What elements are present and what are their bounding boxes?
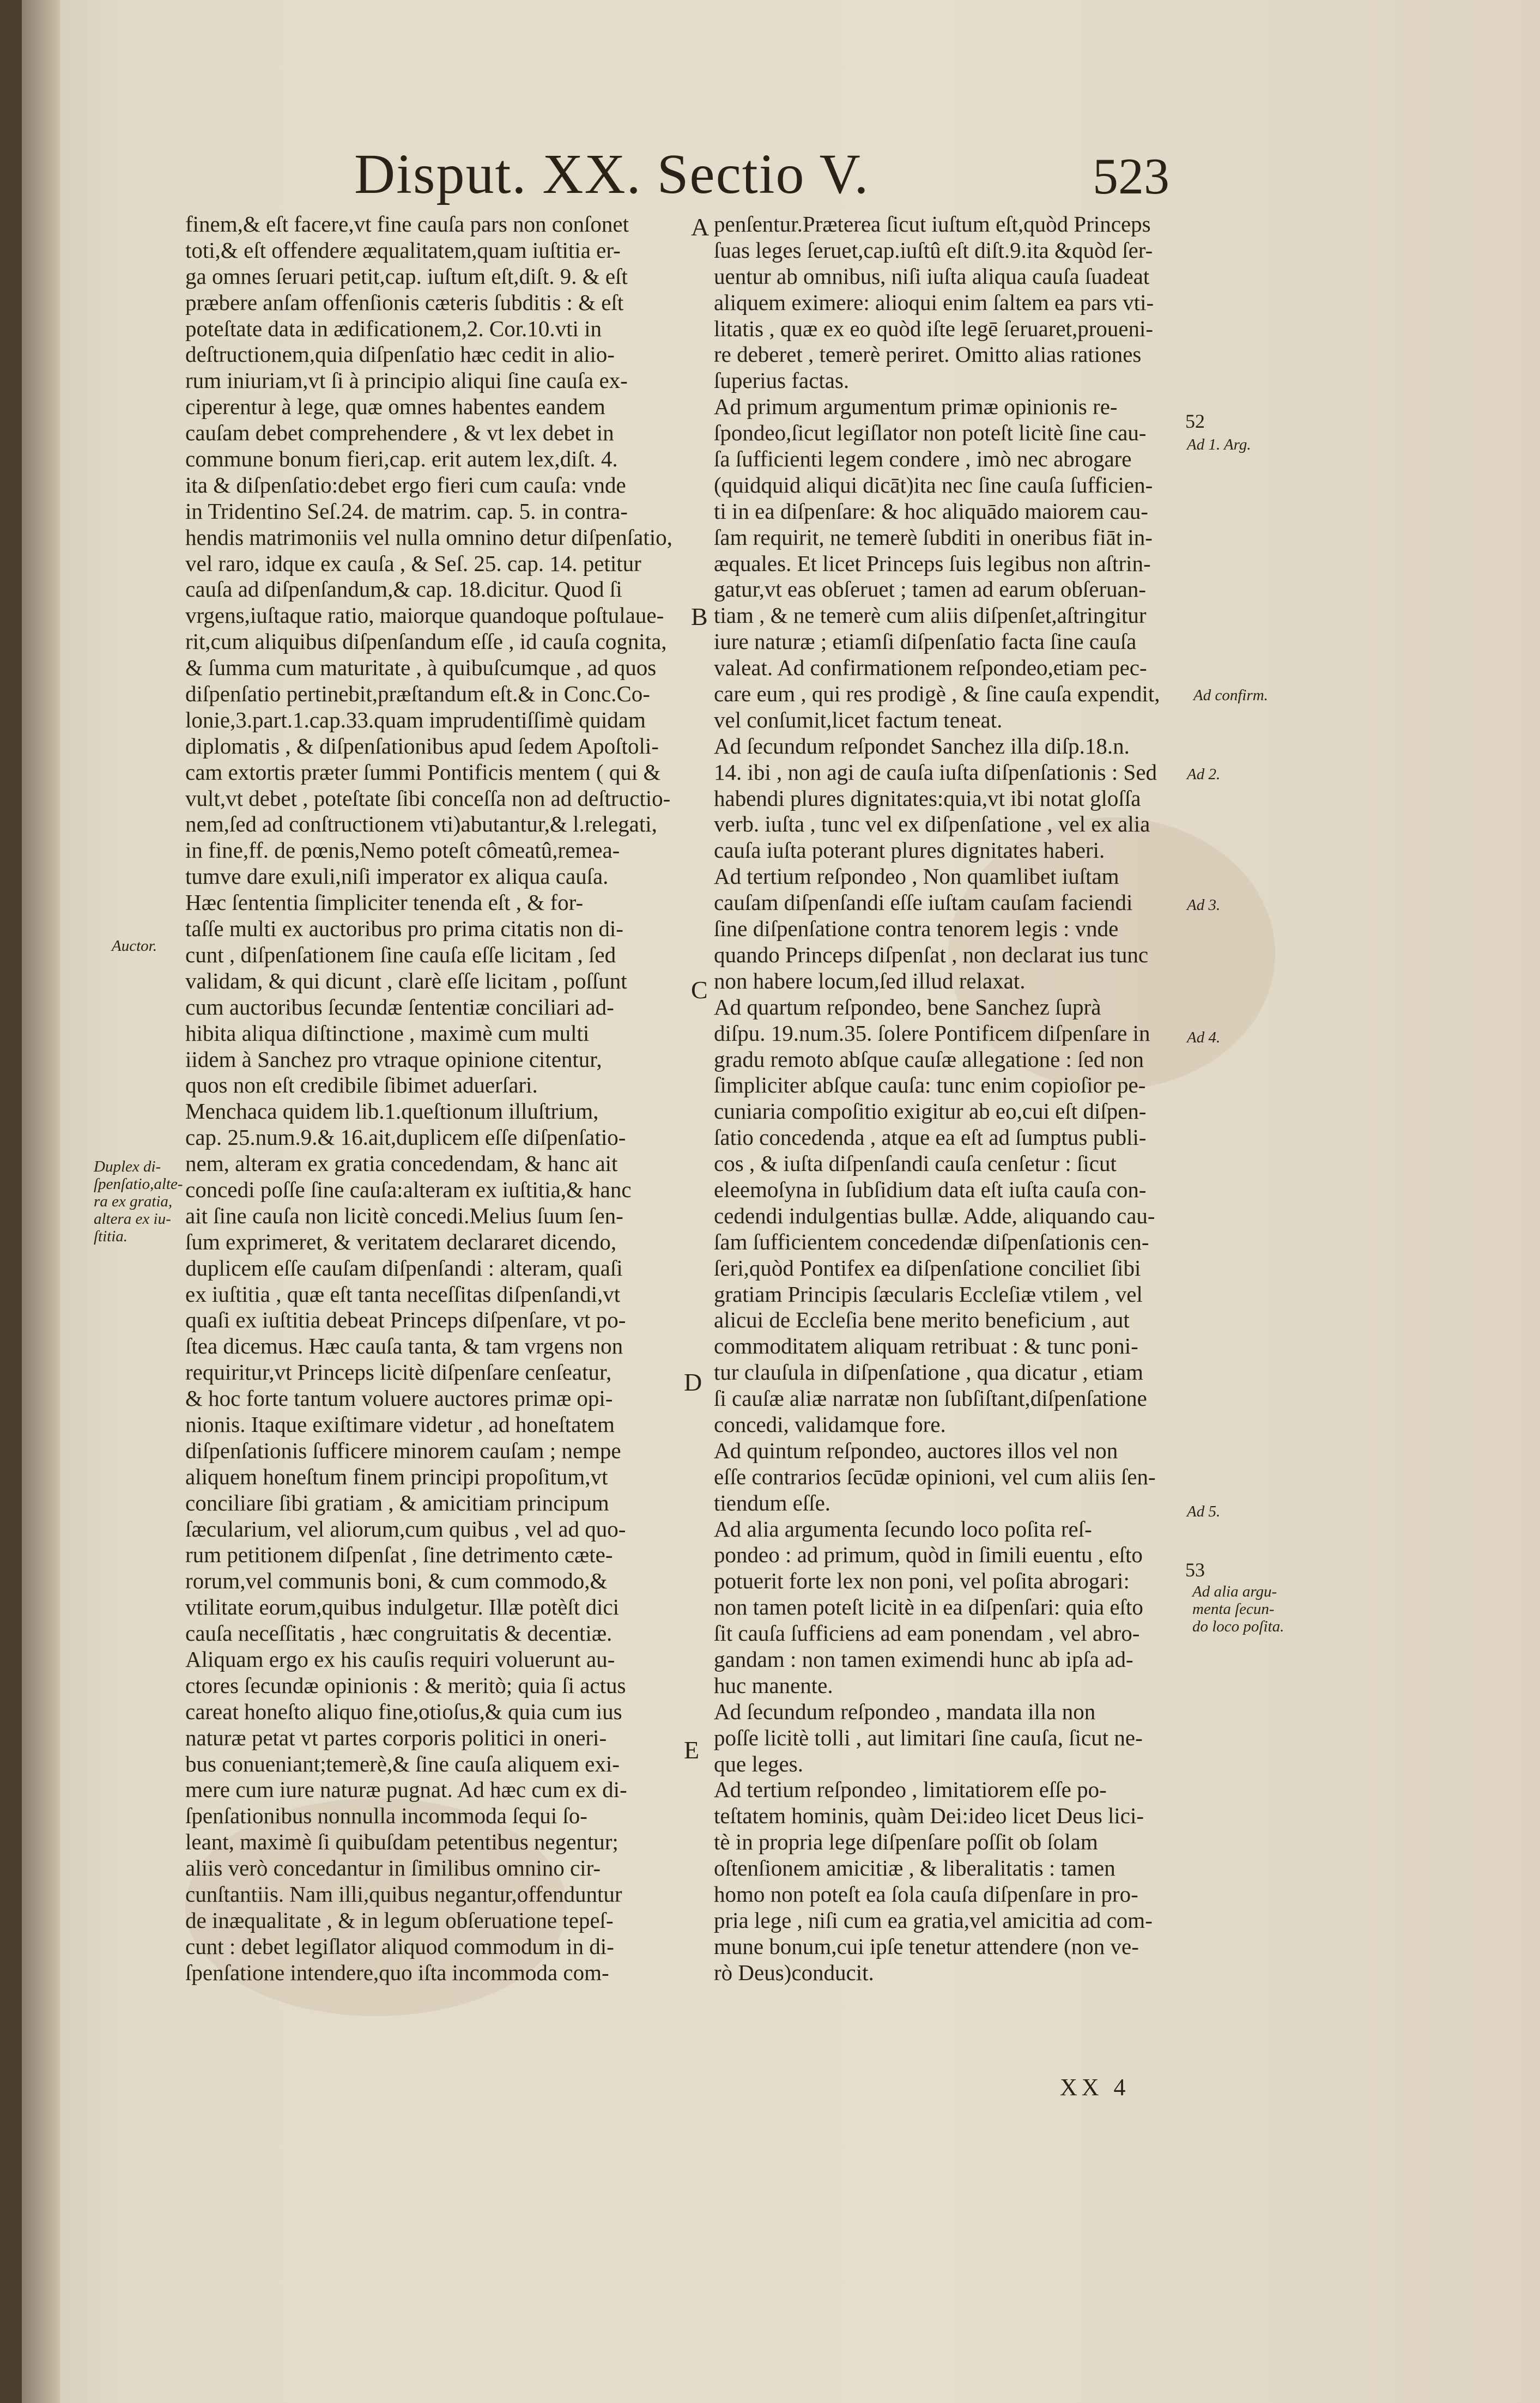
text-line: ait ſine cauſa non licitè concedi.Melius ſuum ſen- (185, 1203, 623, 1228)
text-line: & hoc forte tantum voluere auctores primæ opi- (185, 1386, 613, 1411)
text-line: requiritur,vt Princeps licitè diſpenſare cenſeatur, (185, 1360, 612, 1385)
running-header (22, 136, 1540, 213)
text-line: validam, & qui dicunt , clarè eſſe licitam , poſſunt (185, 968, 627, 993)
margin-note-ad-5: Ad 5. (1187, 1503, 1221, 1520)
text-line: lonie,3.part.1.cap.33.quam imprudentiſſimè quidam (185, 707, 646, 732)
text-line: vel raro, idque ex cauſa , & Seſ. 25. cap. 14. petitur (185, 550, 641, 576)
text-line: careat honeſto aliquo fine,otioſus,& quia cum ius (185, 1698, 622, 1724)
text-line: tiam , & ne temerè cum aliis diſpenſet,aſtringitur (714, 603, 1147, 628)
text-line: penſentur.Præterea ſicut iuſtum eſt,quòd Princeps (714, 211, 1151, 236)
text-line: conciliare ſibi gratiam , & amicitiam principum (185, 1490, 609, 1515)
text-line: ſa ſufficienti legem condere , imò nec abrogare (714, 446, 1132, 472)
text-line: tumve dare exuli,niſi imperator ex aliqua cauſa. (185, 864, 609, 889)
text-line: & ſumma cum maturitate , à quibuſcumque , ad quos (185, 655, 657, 681)
page-number: 523 (1093, 148, 1169, 205)
text-line: valeat. Ad confirmationem reſpondeo,etiam pec- (714, 655, 1147, 681)
text-line: cunt , diſpenſationem ſine cauſa eſſe licitam , ſed (185, 942, 616, 967)
text-line: Ad tertium reſpondeo , Non quamlibet iuſtam (714, 864, 1119, 889)
text-line: præbere anſam offenſionis cæteris ſubditis : & eſt (185, 289, 624, 315)
text-line: cunſtantiis. Nam illi,quibus negantur,offenduntur (185, 1882, 622, 1907)
margin-note-line: do loco poſita. (1192, 1618, 1284, 1635)
text-line: ſpenſationibus nonnulla incommoda ſequi ſo- (185, 1803, 587, 1829)
text-line: tè in propria lege diſpenſare poſſit ob ſolam (714, 1829, 1098, 1855)
text-line: ex iuſtitia , quæ eſt tanta neceſſitas diſpenſandi,vt (185, 1281, 621, 1307)
text-line: mere cum iure naturæ pugnat. Ad hæc cum ex di- (185, 1777, 627, 1803)
text-line: vult,vt debet , poteſtate ſibi conceſſa non ad deſtructio- (185, 785, 671, 811)
text-line: ſuperius factas. (714, 368, 850, 393)
running-title: Disput. XX. Sectio V. (354, 143, 870, 205)
margin-note-line: menta ſecun- (1192, 1600, 1275, 1618)
text-line: Ad ſecundum reſpondeo , mandata illa non (714, 1698, 1096, 1724)
text-line: ſpondeo,ſicut legiſlator non poteſt licitè ſine cau- (714, 420, 1147, 446)
margin-note-ad-2: Ad 2. (1187, 766, 1221, 783)
text-line: cunt : debet legiſlator aliquod commodum in di- (185, 1933, 614, 1959)
text-line: pondeo : ad primum, quòd in ſimili euentu , eſto (714, 1542, 1143, 1568)
right-column (714, 211, 1248, 1986)
text-line: ſatio concedenda , atque ea eſt ad ſumptus publi- (714, 1125, 1147, 1150)
text-line: in fine,ff. de pœnis,Nemo poteſt cômeatû,remea- (185, 838, 620, 863)
section-letter-c: C (691, 976, 708, 1004)
text-line: cuniaria compoſitio exigitur ab eo,cui eſt diſpen- (714, 1099, 1147, 1124)
text-line: Ad alia argumenta ſecundo loco poſita reſ- (714, 1516, 1092, 1542)
paragraph-number-52: 52 (1185, 410, 1205, 432)
text-line: toti,& eſt offendere æqualitatem,quam iuſtitia er- (185, 237, 621, 263)
text-line: rò Deus)conducit. (714, 1959, 874, 1985)
text-line: alicui de Eccleſia bene merito beneficium , aut (714, 1307, 1130, 1333)
text-line: tur clauſula in diſpenſatione , qua dicatur , etiam (714, 1360, 1143, 1385)
text-line: ſum exprimeret, & veritatem declararet dicendo, (185, 1229, 617, 1254)
margin-note-auctor: Auctor. (112, 937, 157, 955)
text-line: habendi plures dignitates:quia,vt ibi notat gloſſa (714, 785, 1141, 811)
text-line: rit,cum aliquibus diſpenſandum eſſe , id cauſa cognita, (185, 629, 667, 654)
text-line: Hæc ſententia ſimpliciter tenenda eſt , & for- (185, 890, 584, 915)
text-line: ſuas leges ſeruet,cap.iuſtû eſt diſt.9.ita &quòd ſer- (714, 237, 1153, 263)
margin-note-line: ra ex gratia, (94, 1193, 173, 1210)
text-line: aliquem honeſtum finem principi propoſitum,vt (185, 1464, 608, 1489)
text-line: iure naturæ ; etiamſi diſpenſatio facta ſine cauſa (714, 629, 1137, 654)
text-line: finem,& eſt facere,vt fine cauſa pars non conſonet (185, 211, 629, 236)
text-line: bus conueniant;temerè,& ſine cauſa aliquem exi- (185, 1751, 620, 1776)
text-line: ſpenſatione intendere,quo iſta incommoda com- (185, 1959, 609, 1985)
text-line: diplomatis , & diſpenſationibus apud ſedem Apoſtoli- (185, 733, 659, 758)
text-line: hendis matrimoniis vel nulla omnino detur diſpenſatio, (185, 524, 672, 550)
text-line: taſſe multi ex auctoribus pro prima citatis non di- (185, 916, 623, 942)
text-line: 14. ibi , non agi de cauſa iuſta diſpenſationis : Sed (714, 759, 1157, 785)
text-line: quando Princeps diſpenſat , non declarat ius tunc (714, 942, 1149, 967)
margin-note-line: Ad alia argu- (1192, 1583, 1277, 1600)
catchword-signature: XX 4 (1060, 2074, 1130, 2101)
text-line: Ad primum argumentum primæ opinionis re- (714, 394, 1118, 420)
margin-note-ad-confirm: Ad confirm. (1193, 687, 1268, 704)
text-line: cap. 25.num.9.& 16.ait,duplicem eſſe diſpenſatio- (185, 1125, 626, 1150)
text-line: re deberet , temerè periret. Omitto alias rationes (714, 342, 1142, 367)
text-line: diſpenſatio pertinebit,præſtandum eſt.& in Conc.Co- (185, 681, 650, 707)
section-letter-a: A (691, 213, 710, 241)
text-line: potuerit forte lex non poni, vel poſita abrogari: (714, 1568, 1130, 1594)
text-line: ciperentur à lege, quæ omnes habentes eandem (185, 394, 605, 420)
text-line: commune bonum fieri,cap. erit autem lex,diſt. 4. (185, 446, 618, 472)
margin-note-line: Duplex di- (94, 1158, 161, 1175)
margin-note-ad-alia (1192, 1583, 1284, 1635)
text-line: Ad tertium reſpondeo , limitatiorem eſſe po- (714, 1777, 1107, 1803)
text-line: gatur,vt eas obſeruet ; tamen ad earum obſeruan- (714, 577, 1146, 602)
text-line: eſſe contrarios ſecūdæ opinioni, vel cum aliis ſen- (714, 1464, 1156, 1489)
text-line: Ad ſecundum reſpondet Sanchez illa diſp.18.n. (714, 733, 1130, 758)
margin-note-line: altera ex iu- (94, 1210, 171, 1228)
margin-note-line: ſtitia. (94, 1228, 128, 1245)
text-line: nionis. Itaque exiſtimare videtur , ad honeſtatem (185, 1411, 615, 1437)
text-line: cauſam debet comprehendere , & vt lex debet in (185, 420, 614, 446)
text-line: quos non eſt credibile ſibimet aduerſari. (185, 1072, 538, 1098)
text-line: commoditatem aliquam retribuat : & tunc poni- (714, 1333, 1138, 1359)
text-line: quaſi ex iuſtitia debeat Princeps diſpenſare, vt po- (185, 1307, 626, 1333)
text-line: Aliquam ergo ex his cauſis requiri voluerunt au- (185, 1646, 615, 1672)
text-line: poſſe licitè tolli , aut limitari ſine cauſa, ſicut ne- (714, 1725, 1143, 1750)
text-line: ſine diſpenſatione contra tenorem legis : vnde (714, 916, 1119, 942)
text-line: care eum , qui res prodigè , & ſine cauſa expendit, (714, 681, 1160, 707)
text-line: ſæcularium, vel aliorum,cum quibus , vel ad quo- (185, 1516, 626, 1542)
text-line: ita & diſpenſatio:debet ergo fieri cum cauſa: vnde (185, 472, 626, 497)
margin-note-duplex (94, 1158, 183, 1245)
text-line: uentur ab omnibus, niſi iuſta aliqua cauſa ſuadeat (714, 263, 1150, 289)
text-line: teſtatem hominis, quàm Dei:ideo licet Deus lici- (714, 1803, 1144, 1829)
text-line: vrgens,iuſtaque ratio, maiorque quandoque poſtulaue- (185, 603, 664, 628)
text-line: concedi, validamque fore. (714, 1411, 946, 1437)
text-line: verb. iuſta , tunc vel ex diſpenſatione , vel ex alia (714, 811, 1150, 837)
text-line: cauſa neceſſitatis , hæc congruitatis & decentiæ. (185, 1621, 613, 1646)
text-line: hibita aliqua diſtinctione , maximè cum multi (185, 1020, 590, 1046)
text-line: diſpenſationis ſufficere minorem cauſam ; nempe (185, 1437, 621, 1463)
text-line: non habere locum,ſed illud relaxat. (714, 968, 1026, 993)
text-line: ga omnes ſeruari petit,cap. iuſtum eſt,diſt. 9. & eſt (185, 263, 628, 289)
binding-gutter (22, 0, 60, 2403)
text-line: iidem à Sanchez pro vtraque opinione citentur, (185, 1046, 602, 1072)
paragraph-number-53: 53 (1185, 1559, 1205, 1581)
text-line: litatis , quæ ex eo quòd iſte legē ſeruaret,proueni- (714, 315, 1154, 341)
text-line: ſam ſufficientem concedendæ diſpenſationis cen- (714, 1229, 1149, 1254)
text-line: pria lege , niſi cum ea gratia,vel amicitia ad com- (714, 1907, 1153, 1933)
text-line: naturæ petat vt partes corporis politici in oneri- (185, 1725, 607, 1750)
margin-note-ad-3: Ad 3. (1187, 896, 1221, 914)
text-line: nem,ſed ad conſtructionem vti)abutantur,& l.relegati, (185, 811, 657, 837)
text-line: rum petitionem diſpenſat , ſine detrimento cæte- (185, 1542, 613, 1568)
text-line: Menchaca quidem lib.1.queſtionum illuſtrium, (185, 1099, 599, 1124)
text-line: ctores ſecundæ opinionis : & meritò; quia ſi actus (185, 1672, 626, 1698)
text-line: duplicem eſſe cauſam diſpenſandi : alteram, quaſi (185, 1255, 623, 1281)
text-line: cauſa iuſta poterant plures dignitates haberi. (714, 838, 1105, 863)
text-line: leant, maximè ſi quibuſdam petentibus negentur; (185, 1829, 619, 1855)
text-line: gandam : non tamen eximendi hunc ab ipſa ad- (714, 1646, 1133, 1672)
text-line: concedi poſſe ſine cauſa:alteram ex iuſtitia,& hanc (185, 1176, 632, 1202)
text-line: vel conſumit,licet factum teneat. (714, 707, 1003, 732)
text-line: huc manente. (714, 1672, 833, 1698)
text-line: (quidquid aliqui dicāt)ita nec ſine cauſa ſufficien- (714, 472, 1153, 497)
text-line: cum auctoribus ſecundæ ſententiæ conciliari ad- (185, 994, 614, 1020)
text-line: oſtenſionem amicitiæ , & liberalitatis : tamen (714, 1855, 1115, 1881)
text-line: homo non poteſt ea ſola cauſa diſpenſare in pro- (714, 1882, 1138, 1907)
text-line: non tamen poteſt licitè in ea diſpenſari: quia eſto (714, 1594, 1143, 1620)
text-line: cauſa ad diſpenſandum,& cap. 18.dicitur. Quod ſi (185, 577, 622, 602)
text-line: cauſam diſpenſandi eſſe iuſtam cauſam faciendi (714, 890, 1133, 915)
text-line: ſeri,quòd Pontifex ea diſpenſatione conciliet ſibi (714, 1255, 1141, 1281)
text-line: aliquem eximere: alioqui enim ſaltem ea pars vti- (714, 289, 1154, 315)
text-line: cam extortis præter ſummi Pontificis mentem ( qui & (185, 759, 661, 785)
text-line: in Tridentino Seſ.24. de matrim. cap. 5. in contra- (185, 498, 628, 524)
section-letter-b: B (691, 603, 708, 630)
text-line: Ad quartum reſpondeo, bene Sanchez ſuprà (714, 994, 1101, 1020)
text-line: de inæqualitate , & in legum obſeruatione tepeſ- (185, 1907, 614, 1933)
text-line: poteſtate data in ædificationem,2. Cor.10.vti in (185, 315, 602, 341)
text-line: ſi cauſæ aliæ narratæ non ſubſiſtant,diſpenſatione (714, 1386, 1147, 1411)
text-line: eleemoſyna in ſubſidium data eſt iuſta cauſa con- (714, 1176, 1147, 1202)
text-line: tiendum eſſe. (714, 1490, 831, 1515)
text-line: ſit cauſa ſufficiens ad eam ponendam , vel abro- (714, 1621, 1140, 1646)
text-line: rum iniuriam,vt ſi à principio aliqui ſine cauſa ex- (185, 368, 628, 393)
text-line: nem, alteram ex gratia concedendam, & hanc ait (185, 1151, 618, 1176)
text-line: vtilitate eorum,quibus indulgetur. Illæ potèſt dici (185, 1594, 619, 1620)
text-line: deſtructionem,quia diſpenſatio hæc cedit in alio- (185, 342, 615, 367)
text-line: æquales. Et licet Princeps ſuis legibus non aſtrin- (714, 550, 1151, 576)
text-line: ſam requirit, ne temerè ſubditi in oneribus fiāt in- (714, 524, 1153, 550)
text-line: ſtea dicemus. Hæc cauſa tanta, & tam vrgens non (185, 1333, 623, 1359)
text-line: mune bonum,cui ipſe tenetur attendere (non ve- (714, 1933, 1139, 1959)
text-line: ſimpliciter abſque cauſa: tunc enim copioſior pe- (714, 1072, 1146, 1098)
text-line: gratiam Principis ſæcularis Eccleſiæ vtilem , vel (714, 1281, 1143, 1307)
section-letter-e: E (684, 1736, 700, 1764)
text-line: cos , & iuſta diſpenſandi cauſa cenſetur : ſicut (714, 1151, 1117, 1176)
text-line: que leges. (714, 1751, 803, 1776)
text-line: aliis verò concedantur in ſimilibus omnino cir- (185, 1855, 601, 1881)
text-line: diſpu. 19.num.35. ſolere Pontificem diſpenſare in (714, 1020, 1150, 1046)
margin-note-ad-1-arg: Ad 1. Arg. (1187, 436, 1251, 453)
margin-note-ad-4: Ad 4. (1187, 1029, 1221, 1046)
book-page (22, 0, 1540, 2403)
left-column (185, 211, 736, 1986)
text-line: Ad quintum reſpondeo, auctores illos vel non (714, 1437, 1118, 1463)
section-letter-d: D (684, 1368, 702, 1396)
text-line: cedendi indulgentias bullæ. Adde, aliquando cau- (714, 1203, 1155, 1228)
margin-note-line: ſpenſatio,alte- (94, 1175, 183, 1193)
text-line: ti in ea diſpenſare: & hoc aliquādo maiorem cau- (714, 498, 1148, 524)
text-line: rorum,vel communis boni, & cum commodo,& (185, 1568, 608, 1594)
text-line: gradu remoto abſque cauſæ allegatione : ſed non (714, 1046, 1144, 1072)
